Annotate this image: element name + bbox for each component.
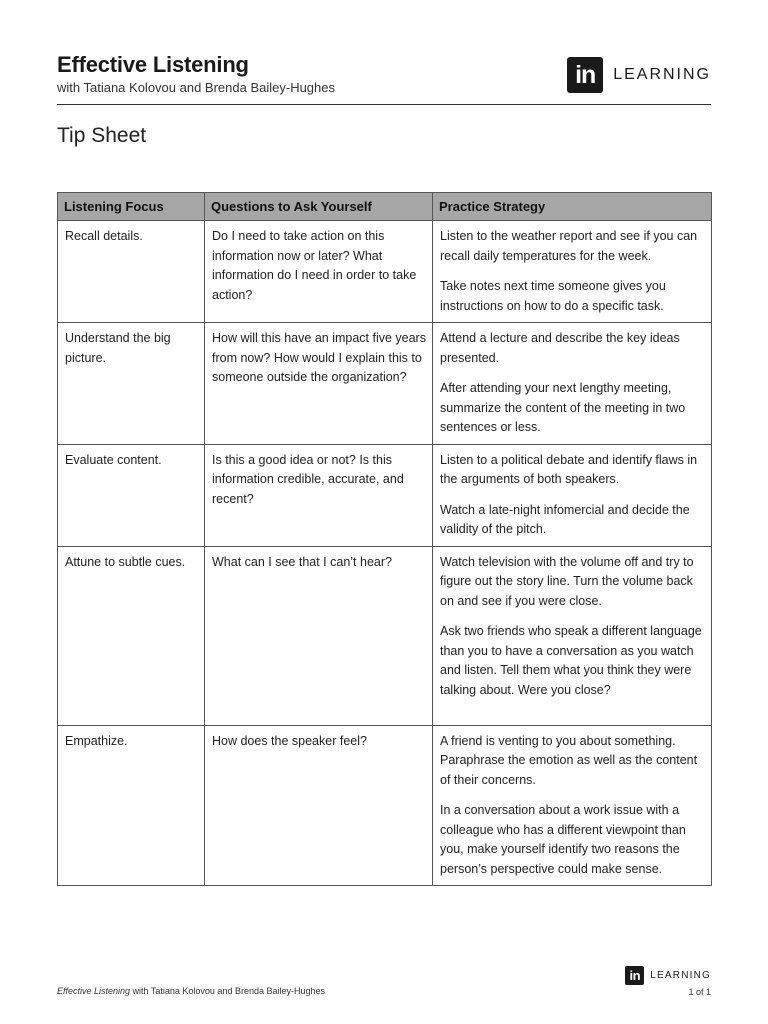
linkedin-icon: in bbox=[567, 57, 603, 93]
column-header-practice-strategy: Practice Strategy bbox=[433, 193, 712, 221]
strategy-text: Watch a late-night infomercial and decide the validity of the pitch. bbox=[440, 502, 690, 536]
practice-strategy-cell bbox=[433, 221, 712, 323]
strategy-text: Watch television with the volume off and try to figure out the story line. Turn the volume back on and see if you were close. bbox=[440, 554, 694, 608]
practice-strategy-cell bbox=[433, 444, 712, 546]
practice-strategy-cell bbox=[433, 323, 712, 445]
practice-strategy-cell bbox=[433, 725, 712, 886]
questions-cell: Do I need to take action on this information now or later? What information do I need in order to take action? bbox=[205, 221, 433, 323]
strategy-text: Listen to the weather report and see if you can recall daily temperatures for the week. bbox=[440, 229, 698, 263]
strategy-text: Attend a lecture and describe the key ideas presented. bbox=[440, 331, 680, 365]
page-number: 1 of 1 bbox=[688, 987, 711, 997]
table-row bbox=[58, 323, 712, 445]
strategy-text: Listen to a political debate and identify flaws in the arguments of both speakers. bbox=[440, 452, 698, 486]
table-row bbox=[58, 444, 712, 546]
table-row bbox=[58, 546, 712, 725]
footer-learning-wordmark: LEARNING bbox=[650, 970, 711, 981]
practice-strategy-cell bbox=[433, 546, 712, 725]
linkedin-icon: in bbox=[625, 966, 644, 985]
questions-cell: What can I see that I can’t hear? bbox=[205, 546, 433, 725]
learning-wordmark: LEARNING bbox=[613, 66, 711, 83]
document-subtitle: with Tatiana Kolovou and Brenda Bailey-Hughes bbox=[57, 80, 335, 95]
table-row bbox=[58, 221, 712, 323]
strategy-text: A friend is venting to you about something. Paraphrase the emotion as well as the content of their concerns. bbox=[440, 733, 698, 787]
linkedin-learning-logo bbox=[567, 57, 711, 93]
column-header-questions: Questions to Ask Yourself bbox=[205, 193, 433, 221]
document-title: Effective Listening bbox=[57, 52, 249, 77]
listening-focus-cell: Understand the big picture. bbox=[58, 323, 205, 445]
strategy-text: In a conversation about a work issue with a colleague who has a different viewpoint than you, make yourself identify two reasons the person’s perspective could make sense. bbox=[440, 803, 686, 876]
listening-focus-cell: Recall details. bbox=[58, 221, 205, 323]
table-header-row bbox=[58, 193, 712, 221]
listening-focus-cell: Empathize. bbox=[58, 725, 205, 886]
footer-course-title: Effective Listening bbox=[57, 986, 131, 996]
tips-table bbox=[57, 192, 712, 886]
questions-cell: How does the speaker feel? bbox=[205, 725, 433, 886]
table-row bbox=[58, 725, 712, 886]
questions-cell: Is this a good idea or not? Is this information credible, accurate, and recent? bbox=[205, 444, 433, 546]
page-header bbox=[57, 52, 711, 105]
footer-course-authors: with Tatiana Kolovou and Brenda Bailey-Hughes bbox=[130, 986, 326, 996]
strategy-text: Take notes next time someone gives you instructions on how to do a specific task. bbox=[440, 279, 666, 313]
questions-cell: How will this have an impact five years from now? How would I explain this to someone outside the organization? bbox=[205, 323, 433, 445]
strategy-text: After attending your next lengthy meeting, summarize the content of the meeting in two sentences or less. bbox=[440, 381, 686, 434]
footer-linkedin-learning-logo bbox=[625, 966, 711, 985]
strategy-text: Ask two friends who speak a different language than you to have a conversation as you watch and listen. Tell them what you think they were talking about. Were you close? bbox=[440, 624, 702, 697]
tip-sheet-heading: Tip Sheet bbox=[57, 124, 147, 147]
footer-credit bbox=[57, 986, 325, 996]
listening-focus-cell: Evaluate content. bbox=[58, 444, 205, 546]
column-header-listening-focus: Listening Focus bbox=[58, 193, 205, 221]
listening-focus-cell: Attune to subtle cues. bbox=[58, 546, 205, 725]
